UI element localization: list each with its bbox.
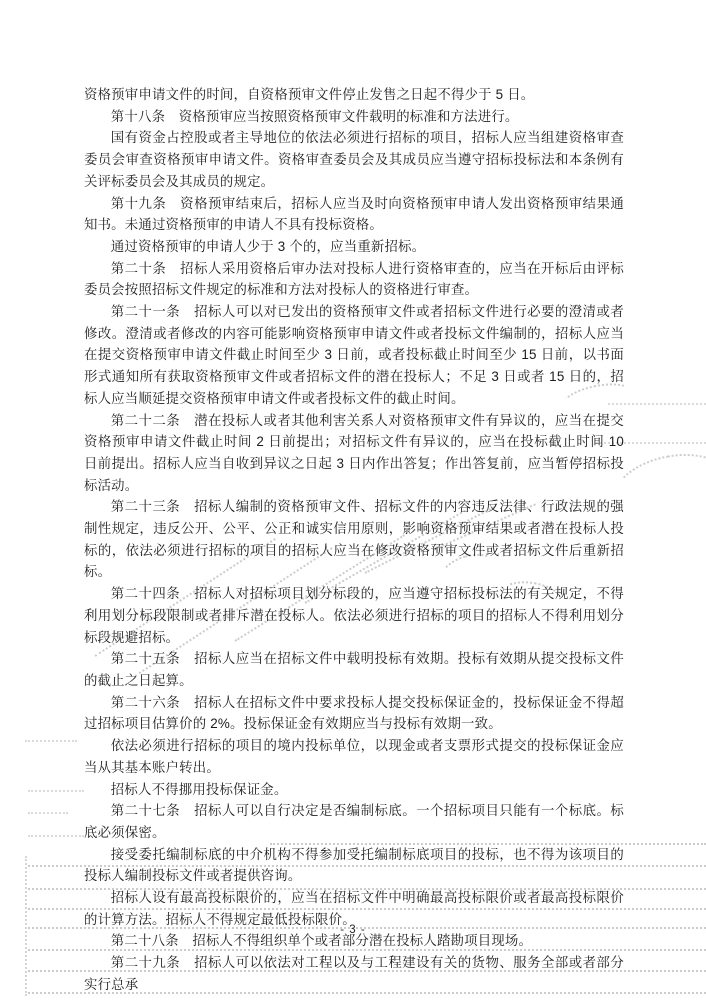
paragraph: 国有资金占控股或者主导地位的依法必须进行招标的项目，招标人应当组建资格审查委员会审查资格预审申请文件。资格审查委员会及其成员应当遵守招标投标法和本条例有关评标委员会及其成员的规定。	[84, 130, 624, 189]
paragraph: 招标人不得挪用投标保证金。	[110, 781, 288, 797]
paragraph: 接受委托编制标底的中介机构不得参加受托编制标底项目的投标，也不得为该项目的投标人编制投标文件或者提供咨询。	[84, 846, 624, 884]
paragraph-article-21: 第二十一条 招标人可以对已发出的资格预审文件或者招标文件进行必要的澄清或者修改。澄清或者修改的内容可能影响资格预审申请文件或者投标文件编制的，招标人应当在提交资格预审申请文件截止时间至少 3 日前，或者投标截止时间至少 15 日前，以书面形式通知所有获取资格预审文件或者招标文件的潜在投标人；不足 3 日或者 15 日的，招标人应当顺延提交资格预审申请文件或者投标文件的截止时间。	[84, 304, 624, 406]
paragraph-article-26: 第二十六条 招标人在招标文件中要求投标人提交投标保证金的，投标保证金不得超过招标项目估算价的 2%。投标保证金有效期应当与投标有效期一致。	[84, 694, 624, 732]
paragraph: 招标人设有最高投标限价的，应当在招标文件中明确最高投标限价或者最高投标限价的计算方法。招标人不得规定最低投标限价。	[84, 890, 624, 927]
paragraph-article-18: 第十八条 资格预审应当按照资格预审文件载明的标准和方法进行。	[110, 108, 519, 124]
paragraph-article-22: 第二十二条 潜在投标人或者其他利害关系人对资格预审文件有异议的，应当在提交资格预审申请文件截止时间 2 日前提出；对招标文件有异议的，应当在投标截止时间 10 日前提出。招标人应当自收到异议之日起 3 日内作出答复；作出答复前，应当暂停招标投标活动。	[84, 412, 624, 493]
page-number: - 3 -	[340, 924, 366, 936]
paragraph: 依法必须进行招标的项目的境内投标单位，以现金或者支票形式提交的投标保证金应当从其基本账户转出。	[84, 738, 624, 775]
paragraph-article-27: 第二十七条 招标人可以自行决定是否编制标底。一个招标项目只能有一个标底。标底必须保密。	[84, 803, 624, 840]
paragraph-article-20: 第二十条 招标人采用资格后审办法对投标人进行资格审查的，应当在开标后由评标委员会按照招标文件规定的标准和方法对投标人的资格进行审查。	[84, 260, 624, 298]
paragraph-article-23: 第二十三条 招标人编制的资格预审文件、招标文件的内容违反法律、行政法规的强制性规定，违反公开、公平、公正和诚实信用原则，影响资格预审结果或者潜在投标人投标的，依法必须进行招标的项目的招标人应当在修改资格预审文件或者招标文件后重新招标。	[84, 499, 624, 580]
paragraph-article-28: 第二十八条 招标人不得组织单个或者部分潜在投标人踏勘项目现场。	[110, 933, 533, 949]
paragraph-article-25: 第二十五条 招标人应当在招标文件中载明投标有效期。投标有效期从提交投标文件的截止之日起算。	[84, 651, 624, 688]
paragraph: 资格预审申请文件的时间，自资格预审文件停止发售之日起不得少于 5 日。	[84, 87, 535, 102]
document-body	[84, 84, 624, 996]
paragraph-article-29: 第二十九条 招标人可以依法对工程以及与工程建设有关的货物、服务全部或者部分实行总承	[84, 955, 624, 992]
paragraph: 通过资格预审的申请人少于 3 个的，应当重新招标。	[110, 238, 426, 254]
paragraph-article-19: 第十九条 资格预审结束后，招标人应当及时向资格预审申请人发出资格预审结果通知书。未通过资格预审的申请人不具有投标资格。	[84, 195, 624, 233]
paragraph-article-24: 第二十四条 招标人对招标项目划分标段的，应当遵守招标投标法的有关规定，不得利用划分标段限制或者排斥潜在投标人。依法必须进行招标的项目的招标人不得利用划分标段规避招标。	[84, 586, 624, 645]
